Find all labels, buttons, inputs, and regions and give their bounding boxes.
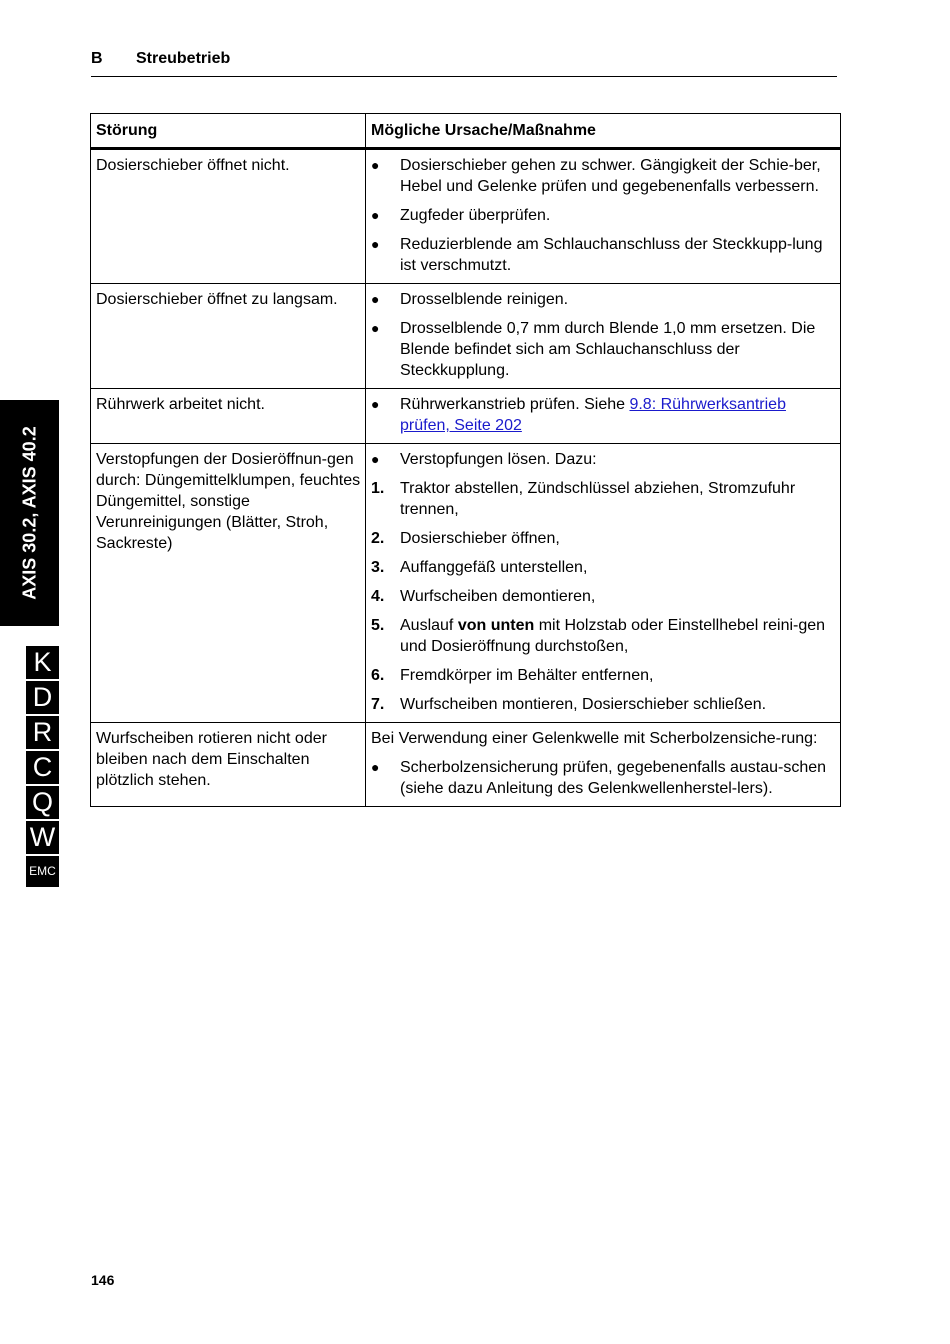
language-tab: EMC [26, 856, 59, 887]
list-item [371, 586, 836, 607]
list-item [371, 155, 836, 197]
table-row [91, 723, 841, 807]
language-tab: R [26, 716, 59, 749]
list-item [371, 757, 836, 799]
list-item [371, 615, 836, 657]
cause-cell [366, 723, 841, 807]
table-header-row [91, 114, 841, 149]
fault-cell: Rührwerk arbeitet nicht. [91, 389, 366, 444]
cause-cell [366, 149, 841, 284]
step-number: 3. [371, 559, 385, 576]
cause-intro-text: Bei Verwendung einer Gelenkwelle mit Scherbolzensiche-rung: [371, 730, 818, 747]
item-text-continued: mit Holzstab oder Einstellhebel reini-gen und Dosieröffnung durchstoßen, [400, 617, 826, 655]
item-text: Wurfscheiben montieren, Dosierschieber schließen. [400, 696, 767, 713]
bullet-icon: ● [371, 157, 380, 173]
language-tab: Q [26, 786, 59, 819]
item-text: Auffanggefäß unterstellen, [400, 559, 588, 576]
item-text: Dosierschieber gehen zu schwer. Gängigkeit der Schie-ber, Hebel und Gelenke prüfen und gegebenenfalls verbessern. [400, 157, 821, 195]
fault-cell: Verstopfungen der Dosieröffnun-gen durch: Düngemittelklumpen, feuchtes Düngemittel, sonstige Verunreinigungen (Blätter, Stroh, Sackreste) [91, 444, 366, 723]
page-number: 146 [91, 1272, 115, 1288]
bullet-icon: ● [371, 207, 380, 223]
column-header-cause: Mögliche Ursache/Maßnahme [366, 114, 841, 149]
cause-list [371, 155, 836, 276]
language-tab: D [26, 681, 59, 714]
item-text: Scherbolzensicherung prüfen, gegebenenfalls austau-schen (siehe dazu Anleitung des Gelenkwellenherstel-lers). [400, 759, 827, 797]
fault-cell: Wurfscheiben rotieren nicht oder bleiben nach dem Einschalten plötzlich stehen. [91, 723, 366, 807]
list-item [371, 449, 836, 470]
bullet-icon: ● [371, 396, 380, 412]
language-tab: C [26, 751, 59, 784]
bullet-icon: ● [371, 320, 380, 336]
section-letter: B [91, 50, 103, 67]
list-item [371, 394, 836, 436]
cause-cell [366, 389, 841, 444]
list-item [371, 694, 836, 715]
item-text: Traktor abstellen, Zündschlüssel abziehen, Stromzufuhr trennen, [400, 480, 796, 518]
item-text: Rührwerkanstrieb prüfen. Siehe [400, 396, 630, 413]
table-row [91, 444, 841, 723]
cross-reference-link[interactable]: 9.8: Rührwerksantrieb prüfen, Seite 202 [400, 396, 786, 434]
section-title: Streubetrieb [136, 50, 231, 67]
bullet-icon: ● [371, 759, 380, 775]
language-tab: K [26, 646, 59, 679]
step-number: 2. [371, 530, 385, 547]
list-item [371, 205, 836, 226]
list-item [371, 557, 836, 578]
list-item [371, 234, 836, 276]
bullet-icon: ● [371, 236, 380, 252]
item-text: Verstopfungen lösen. Dazu: [400, 451, 597, 468]
list-item [371, 478, 836, 520]
cause-cell [366, 444, 841, 723]
item-text: Zugfeder überprüfen. [400, 207, 551, 224]
list-item [371, 318, 836, 381]
item-text: Reduzierblende am Schlauchanschluss der Steckkupp-lung ist verschmutzt. [400, 236, 823, 274]
cause-list [371, 757, 836, 799]
fault-cell: Dosierschieber öffnet nicht. [91, 149, 366, 284]
cause-list [371, 394, 836, 436]
step-number: 7. [371, 696, 385, 713]
list-item [371, 665, 836, 686]
language-tabs [26, 646, 59, 889]
list-item [371, 528, 836, 549]
page-header [91, 50, 837, 77]
item-emphasis: von unten [457, 617, 535, 634]
item-text: Dosierschieber öffnen, [400, 530, 560, 547]
table-body [91, 149, 841, 807]
bullet-icon: ● [371, 291, 380, 307]
language-tab: W [26, 821, 59, 854]
bullet-icon: ● [371, 451, 380, 467]
item-text: Drosselblende reinigen. [400, 291, 569, 308]
table-row [91, 389, 841, 444]
step-number: 4. [371, 588, 385, 605]
side-product-label: AXIS 30.2, AXIS 40.2 [19, 426, 39, 600]
item-text: Drosselblende 0,7 mm durch Blende 1,0 mm ersetzen. Die Blende befindet sich am Schlauchanschluss der Steckkupplung. [400, 320, 816, 379]
cause-list [371, 449, 836, 715]
item-text: Wurfscheiben demontieren, [400, 588, 596, 605]
side-product-tab [0, 400, 59, 626]
table-row [91, 284, 841, 389]
step-number: 1. [371, 480, 385, 497]
step-number: 6. [371, 667, 385, 684]
step-number: 5. [371, 617, 385, 634]
troubleshooting-table [90, 113, 841, 807]
item-text: Auslauf [400, 617, 458, 634]
column-header-fault: Störung [91, 114, 366, 149]
item-text: Fremdkörper im Behälter entfernen, [400, 667, 654, 684]
list-item [371, 289, 836, 310]
cause-cell [366, 284, 841, 389]
cause-list [371, 289, 836, 381]
fault-cell: Dosierschieber öffnet zu langsam. [91, 284, 366, 389]
table-row [91, 149, 841, 284]
